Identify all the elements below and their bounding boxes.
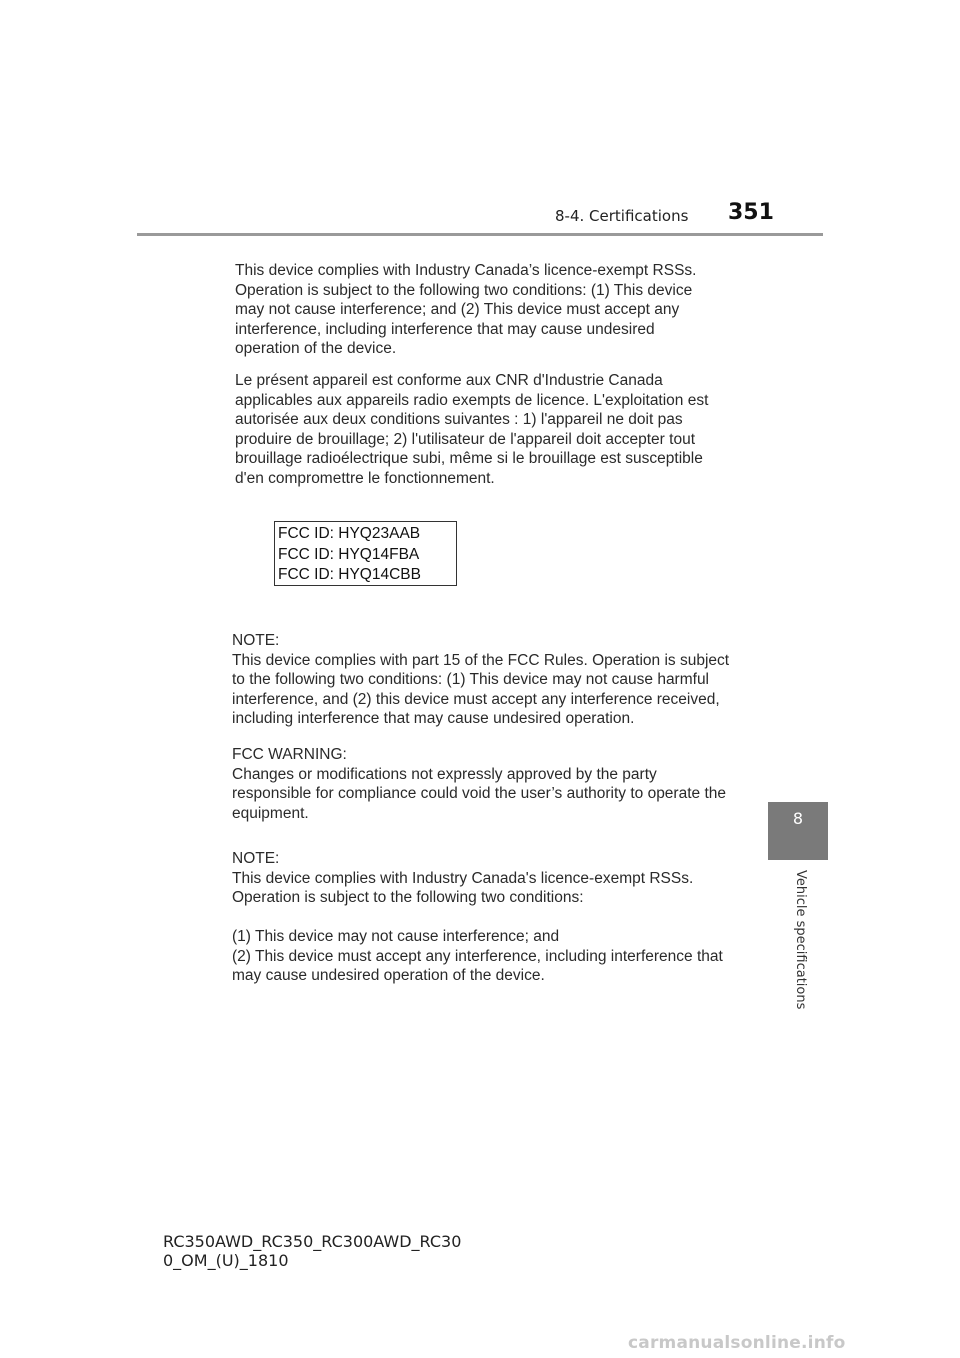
ic-note-heading: NOTE: xyxy=(232,850,280,867)
chapter-tab[interactable] xyxy=(768,802,828,860)
fcc-note-heading: NOTE: xyxy=(232,632,280,649)
footer-document-code xyxy=(163,1232,461,1270)
chapter-title: Vehicle specifications xyxy=(793,870,808,1010)
fcc-note-body: This device complies with part 15 of the FCC Rules. Operation is subject to the following two conditions: (1) This device may not cause harmful interference, and (2) this device must accept any interference received, including interference that may cause undesired operation. xyxy=(232,651,730,728)
watermark: carmanualsonline.info xyxy=(628,1333,846,1353)
chapter-number: 8 xyxy=(792,809,804,828)
footer-code-line: 0_OM_(U)_1810 xyxy=(163,1251,289,1270)
footer-code-line: RC350AWD_RC350_RC300AWD_RC30 xyxy=(163,1232,462,1251)
ic-statement-english: This device complies with Industry Canada’s licence-exempt RSSs. Operation is subject to the following two conditions: (1) This device may not cause interference; and (2) This device must accept any interference, including interference that may cause undesired operation of the device. xyxy=(235,262,697,358)
fcc-id-box xyxy=(274,521,457,586)
ic-conditions xyxy=(232,927,732,986)
fcc-id-line: FCC ID: HYQ14FBA xyxy=(278,545,420,563)
fcc-warning-body: Changes or modifications not expressly approved by the party responsible for compliance could void the user’s authority to operate the equipment. xyxy=(232,765,726,822)
fcc-id-line: FCC ID: HYQ14CBB xyxy=(278,566,421,583)
ic-condition-item: (2) This device must accept any interference, including interference that may cause undesired operation of the device. xyxy=(232,947,723,985)
ic-condition-item: (1) This device may not cause interference; and xyxy=(232,928,560,945)
ic-note-body: This device complies with Industry Canada's licence-exempt RSSs. Operation is subject to the following two conditions: xyxy=(232,869,694,907)
fcc-note xyxy=(232,631,732,729)
header-divider xyxy=(137,233,823,236)
section-header: 8-4. Certifications xyxy=(555,207,689,225)
ic-note xyxy=(232,849,732,908)
page-number: 351 xyxy=(728,200,774,225)
fcc-id-line: FCC ID: HYQ23AAB xyxy=(278,525,421,542)
fcc-warning-heading: FCC WARNING: xyxy=(232,746,347,763)
ic-statement-french: Le présent appareil est conforme aux CNR d'Industrie Canada applicables aux appareils radio exempts de licence. L'exploitation est autorisée aux deux conditions suivantes : 1) l'appareil ne doit pas produire de brouillage; 2) l'utilisateur de l'appareil doit accepter tout brouillage radioélectrique subi, même si le brouillage est susceptible d'en compromettre le fonctionnement. xyxy=(235,372,709,487)
fcc-warning xyxy=(232,745,732,823)
